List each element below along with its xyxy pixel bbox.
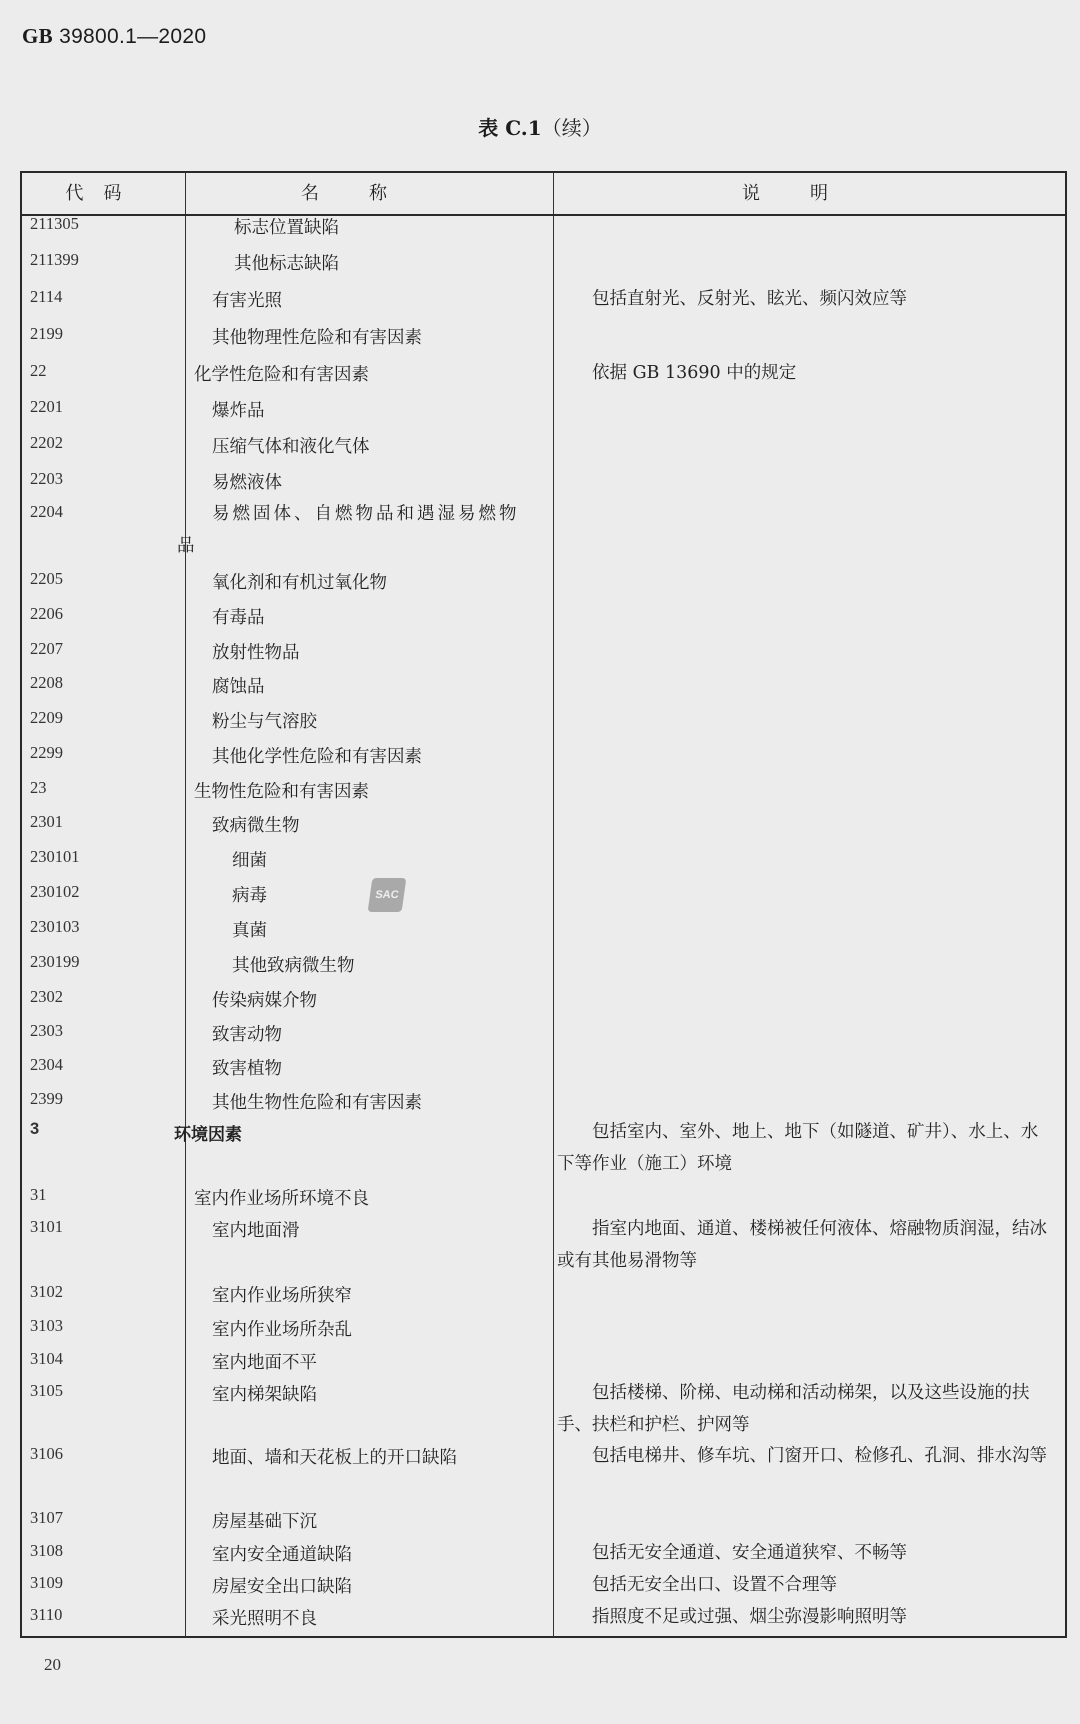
column-divider xyxy=(185,173,186,1636)
row-name: 室内梯架缺陷 xyxy=(212,1385,317,1405)
row-code: 3106 xyxy=(30,1444,63,1463)
row-code: 2206 xyxy=(30,604,63,623)
row-code: 2399 xyxy=(30,1089,63,1108)
row-code: 2208 xyxy=(30,673,63,692)
row-name: 粉尘与气溶胶 xyxy=(212,712,317,732)
row-name: 标志位置缺陷 xyxy=(234,218,339,238)
row-name: 其他生物性危险和有害因素 xyxy=(212,1093,422,1113)
row-code: 230102 xyxy=(30,882,80,901)
row-code: 2205 xyxy=(30,569,63,588)
row-code: 2201 xyxy=(30,397,63,416)
row-code: 3104 xyxy=(30,1349,63,1368)
row-code: 2199 xyxy=(30,324,63,343)
row-code: 3102 xyxy=(30,1282,63,1301)
row-name: 腐蚀品 xyxy=(212,677,265,697)
row-name: 有害光照 xyxy=(212,291,282,311)
row-name: 其他致病微生物 xyxy=(232,956,355,976)
row-name: 易燃固体、自燃物品和遇湿易燃物品 xyxy=(177,504,520,556)
row-code: 230103 xyxy=(30,917,80,936)
column-divider xyxy=(553,173,554,1636)
row-description: 包括无安全出口、设置不合理等 xyxy=(592,1575,837,1595)
row-code: 2299 xyxy=(30,743,63,762)
row-name: 室内作业场所狭窄 xyxy=(212,1286,352,1306)
row-code: 31 xyxy=(30,1185,47,1204)
row-name: 房屋基础下沉 xyxy=(212,1512,317,1532)
row-name: 环境因素 xyxy=(174,1125,242,1145)
row-name: 易燃液体 xyxy=(212,473,282,493)
row-code: 2209 xyxy=(30,708,63,727)
row-code: 3103 xyxy=(30,1316,63,1335)
row-name: 采光照明不良 xyxy=(212,1609,317,1629)
table-title-suffix: （续） xyxy=(541,116,602,140)
row-name: 室内地面滑 xyxy=(212,1221,300,1241)
page-number: 20 xyxy=(44,1655,61,1674)
row-code: 3109 xyxy=(30,1573,63,1592)
row-description: 包括无安全通道、安全通道狭窄、不畅等 xyxy=(592,1543,907,1563)
row-name: 其他化学性危险和有害因素 xyxy=(212,747,422,767)
row-name: 室内地面不平 xyxy=(212,1353,317,1373)
row-description: 依据 GB 13690 中的规定 xyxy=(592,363,797,383)
row-code: 22 xyxy=(30,361,47,380)
row-code: 3 xyxy=(30,1120,40,1138)
row-code: 3105 xyxy=(30,1381,63,1400)
row-name: 致害动物 xyxy=(212,1025,282,1045)
row-code: 211399 xyxy=(30,250,79,269)
row-code: 23 xyxy=(30,778,47,797)
row-code: 2202 xyxy=(30,433,63,452)
row-description: 指室内地面、通道、楼梯被任何液体、熔融物质润湿，结冰或有其他易滑物等 xyxy=(557,1219,1047,1271)
row-description: 包括室内、室外、地上、地下（如隧道、矿井）、水上、水下等作业（施工）环境 xyxy=(557,1122,1039,1174)
row-code: 2302 xyxy=(30,987,63,1006)
row-description: 包括楼梯、阶梯、电动梯和活动梯架，以及这些设施的扶手、扶栏和护栏、护网等 xyxy=(557,1383,1030,1435)
row-description: 包括直射光、反射光、眩光、频闪效应等 xyxy=(592,289,907,309)
row-name: 致害植物 xyxy=(212,1059,282,1079)
row-name: 室内安全通道缺陷 xyxy=(212,1545,352,1565)
row-code: 3108 xyxy=(30,1541,63,1560)
table-title-label: 表 C.1 xyxy=(478,116,542,140)
row-description: 包括电梯井、修车坑、门窗开口、检修孔、孔洞、排水沟等 xyxy=(592,1446,1047,1466)
row-code: 2114 xyxy=(30,287,63,306)
header-name: 名称 xyxy=(301,183,437,204)
row-name: 生物性危险和有害因素 xyxy=(194,782,369,802)
row-name: 传染病媒介物 xyxy=(212,991,317,1011)
row-code: 230199 xyxy=(30,952,80,971)
table-header xyxy=(22,173,1065,216)
row-code: 2301 xyxy=(30,812,63,831)
row-name: 爆炸品 xyxy=(212,401,265,421)
row-description: 指照度不足或过强、烟尘弥漫影响照明等 xyxy=(592,1607,907,1627)
row-code: 230101 xyxy=(30,847,80,866)
row-name: 病毒 xyxy=(232,886,267,906)
row-name: 地面、墙和天花板上的开口缺陷 xyxy=(212,1448,457,1468)
row-name: 其他标志缺陷 xyxy=(234,254,339,274)
row-name: 室内作业场所环境不良 xyxy=(194,1189,369,1209)
row-code: 3110 xyxy=(30,1605,63,1624)
document-number xyxy=(22,24,206,49)
row-name: 放射性物品 xyxy=(212,643,300,663)
row-name: 有毒品 xyxy=(212,608,265,628)
row-name: 室内作业场所杂乱 xyxy=(212,1320,352,1340)
row-code: 211305 xyxy=(30,214,79,233)
table-title xyxy=(0,112,1080,141)
row-name: 化学性危险和有害因素 xyxy=(194,365,369,385)
row-code: 2303 xyxy=(30,1021,63,1040)
hazard-code-table xyxy=(20,171,1067,1638)
row-name: 氧化剂和有机过氧化物 xyxy=(212,573,387,593)
doc-prefix: GB xyxy=(22,24,53,48)
row-name: 真菌 xyxy=(232,921,267,941)
doc-number-text: 39800.1—2020 xyxy=(52,25,207,48)
row-name: 房屋安全出口缺陷 xyxy=(212,1577,352,1597)
row-name: 致病微生物 xyxy=(212,816,300,836)
row-code: 3101 xyxy=(30,1217,63,1236)
row-code: 3107 xyxy=(30,1508,63,1527)
row-code: 2207 xyxy=(30,639,63,658)
row-code: 2203 xyxy=(30,469,63,488)
sac-watermark-icon: SAC xyxy=(368,878,407,912)
row-name: 细菌 xyxy=(232,851,267,871)
row-code: 2304 xyxy=(30,1055,63,1074)
header-description: 说明 xyxy=(742,183,878,204)
row-name: 其他物理性危险和有害因素 xyxy=(212,328,422,348)
row-name: 压缩气体和液化气体 xyxy=(212,437,370,457)
header-code: 代码 xyxy=(65,183,142,204)
row-code: 2204 xyxy=(30,502,63,521)
